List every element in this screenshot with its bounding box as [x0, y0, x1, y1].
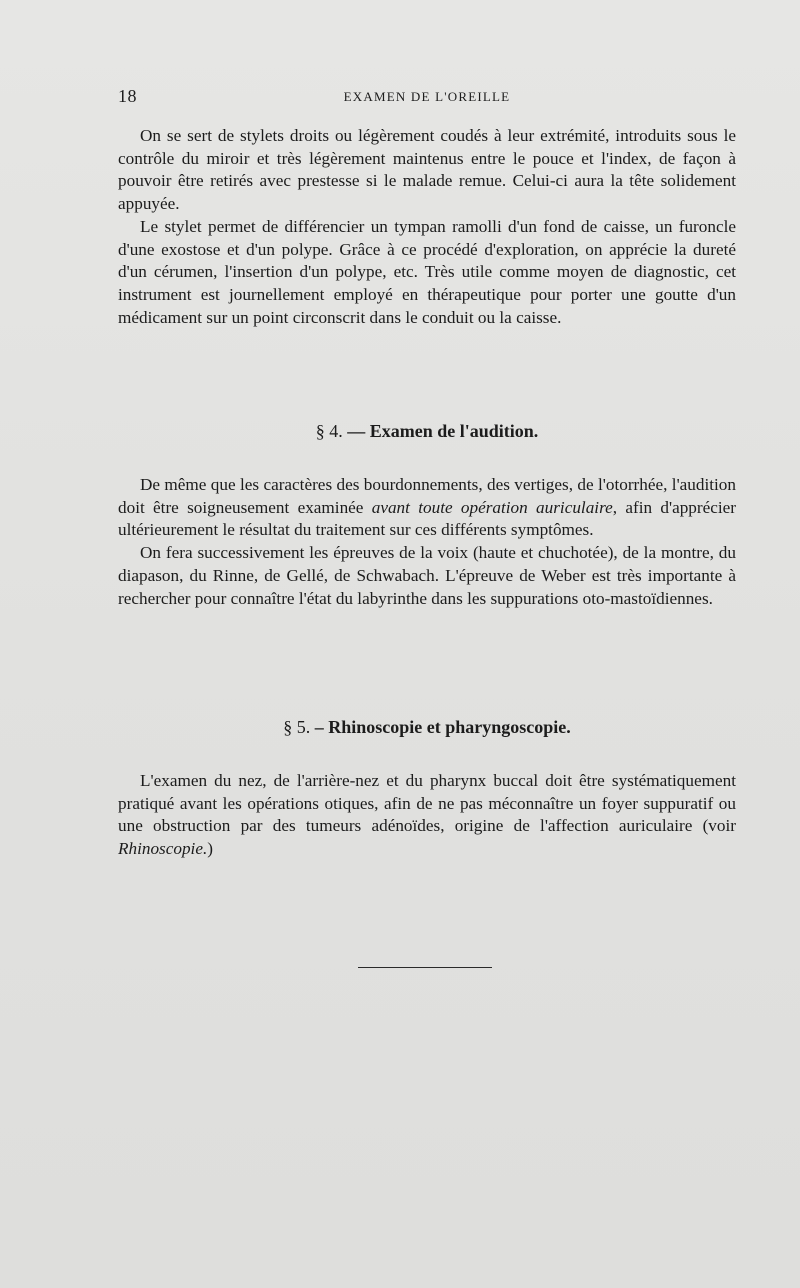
- paragraph-stylet-usage: Le stylet permet de différencier un tympan ramolli d'un fond de caisse, un furoncle d'une exostose et d'un polype. Grâce à ce procédé d'exploration, on apprécie la dureté d'un cérumen, l'insertion d'un polype, etc. Très utile comme moyen de diagnostic, cet instrument est journellement employé en thérapeutique pour porter une goutte d'un médicament sur un point circonscrit dans le conduit ou la caisse.: [118, 216, 736, 327]
- italic-phrase: avant toute opération auriculaire: [371, 497, 613, 517]
- heading-dash: —: [342, 421, 370, 441]
- section-title: Examen de l'audition.: [369, 421, 539, 441]
- section-title: Rhinoscopie et pharyngoscopie.: [328, 717, 571, 737]
- section-number: § 4.: [315, 421, 343, 441]
- chapter-end-rule: [358, 967, 492, 968]
- page-number: 18: [118, 86, 137, 106]
- rhinoscopie-text: [118, 770, 736, 861]
- text-run: L'examen du nez, de l'arrière-nez et du pharynx buccal doit être systématiquement pratiqué avant les opérations otiques, afin de ne pas méconnaître un foyer suppuratif ou une obstruction par des tumeurs adénoïdes, origine de l'affection auriculaire (voir: [118, 771, 736, 836]
- audition-text: [118, 474, 736, 610]
- section-heading-rhinoscopie: [118, 717, 736, 738]
- paragraph-audition-exam: [118, 474, 736, 542]
- intro-text: [118, 125, 736, 329]
- paragraph-hearing-tests: On fera successivement les épreuves de la voix (haute et chuchotée), de la montre, du diapason, du Rinne, de Gellé, de Schwabach. L'épreuve de Weber est très importante à rechercher pour connaître l'état du labyrinthe dans les suppurations oto-mastoïdiennes.: [118, 543, 736, 608]
- paragraph-nose-exam: [118, 770, 736, 861]
- running-title: EXAMEN DE L'OREILLE: [343, 89, 511, 104]
- paragraph-stylets: On se sert de stylets droits ou légèrement coudés à leur extrémité, introduits sous le contrôle du miroir et très légèrement maintenus entre le pouce et l'index, de façon à pouvoir être retirés avec prestesse si le malade remue. Celui-ci aura la tête solidement appuyée.: [118, 126, 736, 214]
- text-run: , afin d'apprécier ultérieurement le résultat du traitement sur ces différents symptômes.: [118, 497, 736, 540]
- text-run: De même que les caractères des bourdonnements, des vertiges, de l'otorrhée, l'audition doit être soigneusement examinée: [118, 475, 736, 517]
- text-run: ): [207, 839, 213, 859]
- italic-reference: Rhinoscopie.: [118, 839, 208, 859]
- section-number: § 5.: [283, 717, 311, 737]
- running-header: [118, 86, 736, 108]
- heading-dash: –: [310, 717, 329, 737]
- section-heading-audition: [118, 421, 736, 442]
